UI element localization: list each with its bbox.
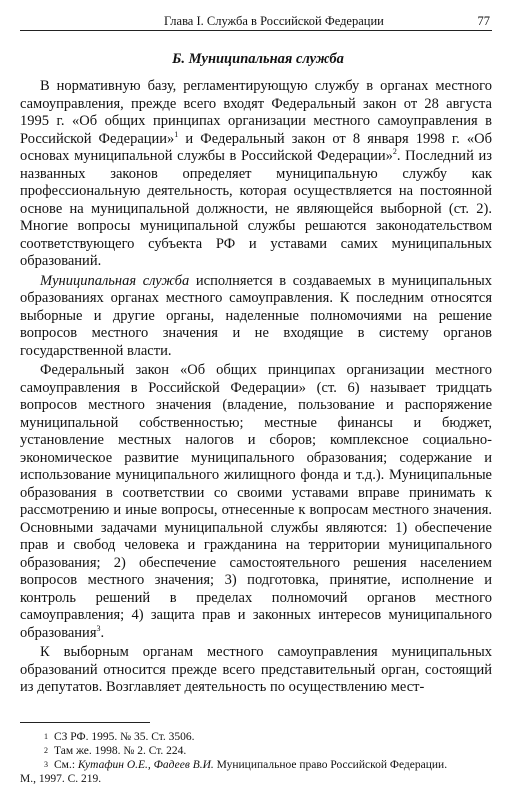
running-header: [20, 10, 492, 31]
footnote-prefix: См.:: [54, 759, 78, 771]
paragraph-text: В нормативную базу, регламентирующую службу в органах местного самоуправления, прежде всего входят Федеральный закон от 28 августа 1995 г. «Об общих принципах организации местного самоуправления в Российской Федерации»: [20, 78, 492, 147]
footnote-number: 3: [44, 760, 48, 769]
paragraph-text: .: [100, 624, 105, 641]
paragraph: [20, 362, 492, 642]
paragraph: [20, 78, 492, 271]
paragraph-text: . Последний из названных законов определяет муниципальную службу как профессиональную деятельность, которая осуществляется на постоянной основе на муниципальной должности, не являющейся выборной (ст. 2). Многие вопросы муниципальной службы решаются законодательством соответствующего субъекта РФ и уставами самих муниципальных образований.: [20, 148, 492, 269]
footnote-ref[interactable]: 1: [174, 129, 179, 139]
footnote: [20, 744, 492, 758]
footnote-title: Муниципальное право Российской Федерации.: [213, 759, 448, 771]
footnote-text: Там же. 1998. № 2. Ст. 224.: [54, 745, 187, 757]
paragraph: К выборным органам местного самоуправления муниципальных образований относится прежде всего представительный орган, состоящий из депутатов. Возглавляет деятельность по осуществлению мест-: [20, 644, 492, 695]
footnote: [20, 758, 492, 786]
footnote-ref[interactable]: 3: [96, 623, 101, 633]
section-title: Б. Муниципальная служба: [172, 51, 344, 67]
footnote-divider: [20, 722, 150, 723]
footnote-number: 2: [44, 746, 48, 755]
footnote: [20, 730, 492, 744]
paragraph-text: исполняется в создаваемых в муниципальных образованиях органах местного самоуправления. К последним относятся выборные и другие органы, наделенные полномочиями на решение вопросов местного значения и не входящие в систему органов государственной власти.: [20, 272, 493, 359]
footnote-ref[interactable]: 2: [392, 147, 397, 157]
paragraph-text: и Федеральный закон от 8 января 1998 г. «Об основах муниципальной службы в Российской Федерации»: [20, 130, 492, 164]
footnotes: [20, 730, 492, 786]
footnote-text: СЗ РФ. 1995. № 35. Ст. 3506.: [54, 731, 195, 743]
chapter-title: Глава I. Служба в Российской Федерации: [164, 14, 384, 28]
body-text: [20, 78, 492, 699]
footnote-number: 1: [44, 732, 48, 741]
emphasized-term: Муниципальная служба: [40, 272, 190, 289]
paragraph: [20, 273, 492, 361]
footnote-continuation: М., 1997. С. 219.: [20, 773, 102, 785]
paragraph-text: Федеральный закон «Об общих принципах организации местного самоуправления в Российской Федерации» (ст. 6) называет тридцать вопросов местного значения (владение, пользование и распоряжение муниципальной собственностью; местные финансы и бюджет, установление местных налогов и сборов; комплексное социально-экономическое развитие муниципального образования; содержание и использование муниципального жилищного фонда и т.д.). Муниципальные образования в соответствии со своими уставами вправе принимать к рассмотрению и иные вопросы, отнесенные к вопросам местного значения. Основными задачами муниципальной службы являются: 1) обеспечение прав и свобод человека и гражданина на территории муниципального образования; 2) обеспечение самостоятельного решения населением вопросов местного значения; 3) подготовка, принятие, исполнение и контроль решений в пределах полномочий органов местного самоуправления; 4) защита прав и законных интересов муниципального образования: [20, 362, 492, 641]
page-number: 77: [477, 14, 490, 28]
footnote-authors: Кутафин О.Е., Фадеев В.И.: [77, 759, 214, 771]
